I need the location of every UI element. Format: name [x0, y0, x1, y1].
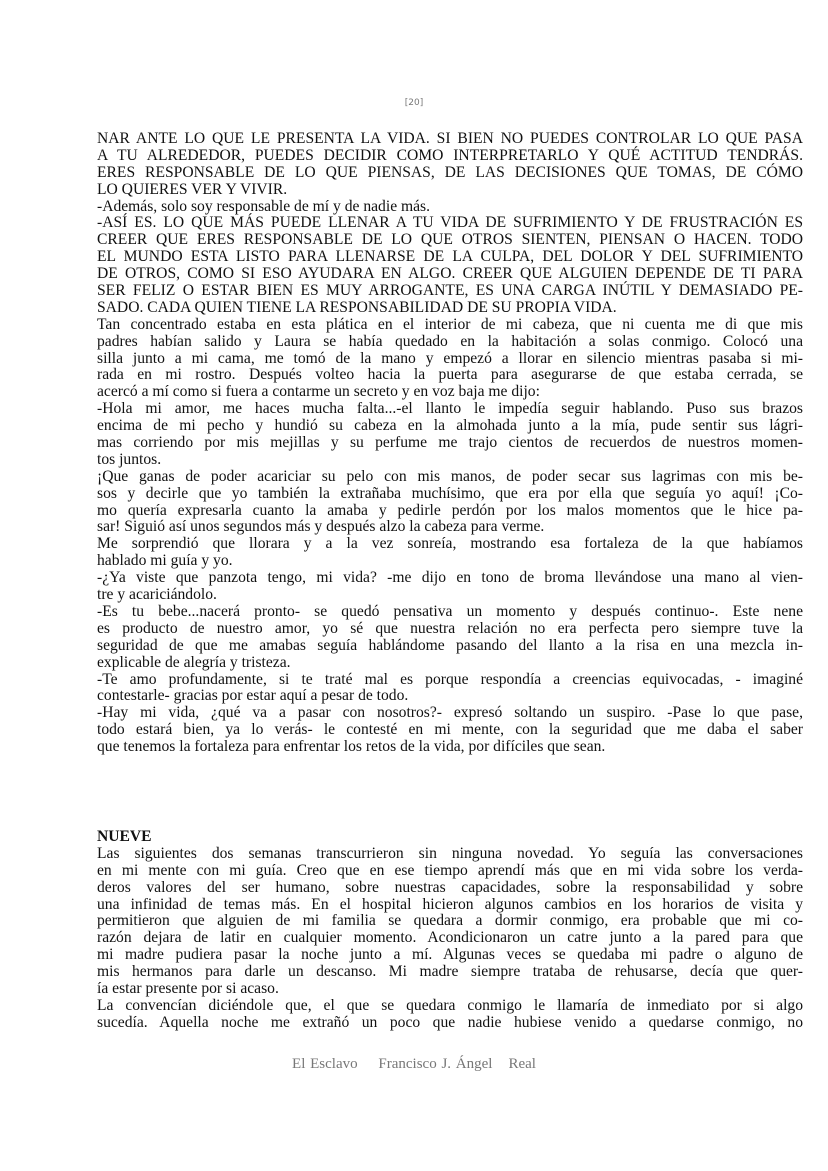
text-line: razón dejara de latir en cualquier momento. Acondicionaron un catre junto a la pared para que: [97, 929, 803, 947]
text-line: -¿Ya viste que panzota tengo, mi vida? -me dijo en tono de broma llevándose una mano al vien-: [97, 569, 803, 587]
text-line: sucedía. Aquella noche me extrañó un poco que nadie hubiese venido a quedarse conmigo, no: [97, 1013, 803, 1031]
text-line: -Es tu bebe...nacerá pronto- se quedó pensativa un momento y después continuo-. Este nene: [97, 602, 803, 620]
paragraph: [97, 570, 803, 604]
text-line: ¡Que ganas de poder acariciar su pelo con mis manos, de poder secar sus lagrimas con mis be-: [97, 467, 803, 485]
text-line: -Además, solo soy responsable de mí y de nadie más.: [97, 197, 431, 215]
paragraph: [97, 215, 803, 316]
paragraph: [97, 536, 803, 570]
text-line: A TU ALREDEDOR, PUEDES DECIDIR COMO INTERPRETARLO Y QUÉ ACTITUD TENDRÁS.: [97, 146, 803, 164]
text-line: explicable de alegría y tristeza.: [97, 653, 291, 671]
text-line: permitieron que alguien de mi familia se quedara a dormir conmigo, era probable que mi co-: [97, 912, 803, 930]
text-line: mi madre pudiera pasar la noche junto a mí. Algunas veces se quedaba mi padre o alguno de: [97, 946, 803, 964]
text-line: en mi mente con mi guía. Creo que en ese tiempo aprendí más que en mi vida sobre los verda-: [97, 861, 803, 879]
text-line: CREER QUE ERES RESPONSABLE DE LO QUE OTROS SIENTEN, PIENSAN O HACEN. TODO: [97, 231, 803, 249]
text-line: contestarle- gracias por estar aquí a pesar de todo.: [97, 687, 409, 705]
chapter-section: [97, 829, 803, 1032]
page-number: [20]: [404, 98, 424, 108]
text-line: Las siguientes dos semanas transcurrieron sin ninguna novedad. Yo seguía las conversaciones: [97, 844, 803, 862]
text-line: LO QUIERES VER Y VIVIR.: [97, 180, 288, 198]
paragraph: [97, 705, 803, 756]
footer-book-title: El Esclavo: [292, 1056, 358, 1072]
text-line: Me sorprendió que llorara y a la vez sonreía, mostrando esa fortaleza de la que habíamos: [97, 535, 803, 553]
paragraph: [97, 401, 803, 469]
paragraph: [97, 469, 803, 537]
paragraph: [97, 846, 803, 998]
text-line: acercó a mí como si fuera a contarme un secreto y en voz baja me dijo:: [97, 383, 540, 401]
text-line: todo estará bien, ya lo verás- le contesté en mi mente, con la seguridad que me daba el saber: [97, 721, 803, 739]
body-text-section: [97, 131, 803, 756]
text-line: La convencían diciéndole que, el que se quedara conmigo le llamaría de inmediato por si algo: [97, 996, 803, 1014]
paragraph: [97, 199, 803, 216]
text-line: -Te amo profundamente, si te traté mal es porque respondía a creencias equivocadas, - imaginé: [97, 670, 803, 688]
text-line: -Hay mi vida, ¿qué va a pasar con nosotros?- expresó soltando un suspiro. -Pase lo que pase,: [97, 704, 803, 722]
text-line: tos juntos.: [97, 450, 162, 468]
text-line: que tenemos la fortaleza para enfrentar los retos de la vida, por difíciles que sean.: [97, 738, 606, 756]
text-line: NAR ANTE LO QUE LE PRESENTA LA VIDA. SI BIEN NO PUEDES CONTROLAR LO QUE PASA: [97, 130, 803, 147]
text-line: mis hermanos para darle un descanso. Mi madre siempre trataba de rehusarse, decía que quer-: [97, 963, 803, 981]
text-line: deros valores del ser humano, sobre nuestras capacidades, sobre la responsabilidad y sobre: [97, 878, 803, 896]
text-line: Tan concentrado estaba en esta plática en el interior de mi cabeza, que ni cuenta me di que mis: [97, 315, 803, 333]
text-line: sos y decirle que yo también la extrañaba muchísimo, que era por ella que seguía yo aquí! ¡Co-: [97, 484, 803, 502]
text-line: hablado mi guía y yo.: [97, 552, 233, 570]
footer-author-surname: Real: [508, 1056, 536, 1072]
text-line: EL MUNDO ESTA LISTO PARA LLENARSE DE LA CULPA, DEL DOLOR Y DEL SUFRIMIENTO: [97, 248, 803, 266]
text-line: tre y acariciándolo.: [97, 586, 217, 604]
text-line: SER FELIZ O ESTAR BIEN ES MUY ARROGANTE, ES UNA CARGA INÚTIL Y DEMASIADO PE-: [97, 282, 803, 300]
paragraph: [97, 604, 803, 672]
text-line: mo quería expresarla cuanto la amaba y pedirle perdón por los malos momentos que le hice pa-: [97, 501, 803, 519]
text-line: encima de mi pecho y hundió su cabeza en la almohada junto a la mía, pude sentir sus lágri-: [97, 417, 803, 435]
text-line: rada en mi rostro. Después volteo hacia la puerta para asegurarse de que estaba cerrada, se: [97, 366, 803, 384]
text-line: silla junto a mi cama, me tomó de la mano y empezó a llorar en silencio mientras pasaba si mi-: [97, 349, 803, 367]
text-line: una infinidad de temas más. En el hospital hicieron algunos cambios en los horarios de visita y: [97, 895, 803, 913]
text-line: DE OTROS, COMO SI ESO AYUDARA EN ALGO. CREER QUE ALGUIEN DEPENDE DE TI PARA: [97, 265, 803, 283]
page-footer: [0, 1056, 828, 1073]
text-line: seguridad de que me amabas seguía hablándome pasando del llanto a la risa en una mezcla in-: [97, 636, 803, 654]
text-line: SADO. CADA QUIEN TIENE LA RESPONSABILIDAD DE SU PROPIA VIDA.: [97, 298, 617, 316]
footer-author: Francisco J. Ángel: [378, 1056, 493, 1072]
text-line: padres habían salido y Laura se había quedado en la habitación a solas conmigo. Colocó una: [97, 332, 803, 350]
chapter-heading: NUEVE: [97, 828, 152, 845]
text-line: ía estar presente por si acaso.: [97, 980, 279, 998]
paragraph: [97, 317, 803, 401]
text-line: -ASÍ ES. LO QUE MÁS PUEDE LLENAR A TU VIDA DE SUFRIMIENTO Y DE FRUSTRACIÓN ES: [97, 214, 803, 232]
paragraph: [97, 998, 803, 1032]
text-line: sar! Siguió así unos segundos más y después alzo la cabeza para verme.: [97, 518, 545, 536]
paragraph: [97, 131, 803, 199]
text-line: mas corriendo por mis mejillas y su perfume me trajo cientos de recuerdos de nuestros momen-: [97, 434, 803, 452]
paragraph: [97, 672, 803, 706]
text-line: -Hola mi amor, me haces mucha falta...-el llanto le impedía seguir hablando. Puso sus brazos: [97, 400, 803, 418]
text-line: es producto de nuestro amor, yo sé que nuestra relación no era perfecta pero siempre tuve la: [97, 619, 803, 637]
text-line: ERES RESPONSABLE DE LO QUE PIENSAS, DE LAS DECISIONES QUE TOMAS, DE CÓMO: [97, 163, 803, 181]
